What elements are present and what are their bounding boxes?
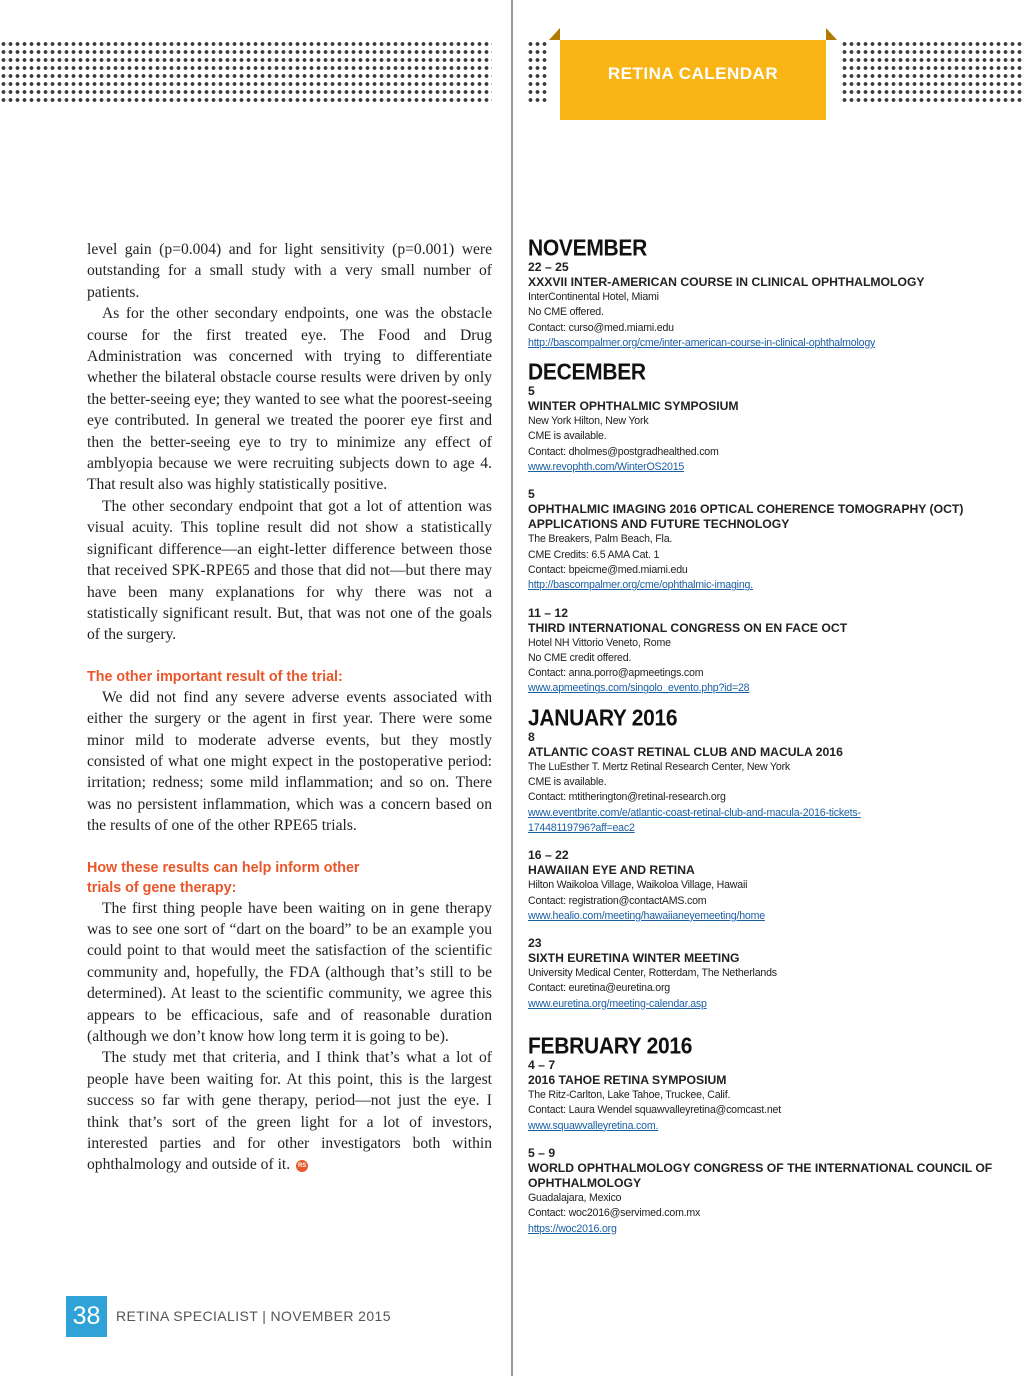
calendar-month-events: [528, 384, 1008, 697]
section-label: RETINA CALENDAR: [607, 64, 779, 83]
event-link[interactable]: www.revophth.com/WinterOS2015: [528, 461, 685, 474]
calendar-month-heading: NOVEMBER: [528, 236, 647, 261]
page-number: 38: [66, 1296, 107, 1337]
calendar-month-heading: JANUARY 2016: [528, 705, 678, 731]
event-date: 23: [528, 936, 542, 951]
event-detail: The Ritz-Carlton, Lake Tahoe, Truckee, Calif.: [528, 1089, 731, 1102]
event-date: 4 – 7: [528, 1058, 556, 1073]
event-detail: InterContinental Hotel, Miami: [528, 291, 659, 303]
section-tab: [560, 40, 826, 120]
event-title: SIXTH EURETINA WINTER MEETING: [528, 951, 740, 966]
event-detail: CME Credits: 6.5 AMA Cat. 1: [528, 548, 660, 561]
calendar-event: [528, 1146, 1008, 1237]
event-link[interactable]: https://woc2016.org: [528, 1222, 617, 1235]
event-date: 5 – 9: [528, 1145, 556, 1160]
column-divider: [511, 0, 513, 1376]
event-detail: New York Hilton, New York: [528, 415, 649, 428]
calendar-event: [528, 848, 1008, 924]
event-detail: Hotel NH Vittorio Veneto, Rome: [528, 636, 671, 649]
header-dot-pattern-left: [0, 40, 492, 104]
event-title: ATLANTIC COAST RETINAL CLUB AND MACULA 2016: [528, 744, 843, 759]
event-link[interactable]: www.apmeetings.com/singolo_evento.php?id=28: [528, 682, 750, 695]
event-title: XXXVII INTER-AMERICAN COURSE IN CLINICAL OPHTHALMOLOGY: [528, 275, 925, 289]
calendar-month-events: [528, 730, 1008, 1012]
article-subheading: [87, 837, 492, 898]
event-detail: Contact: curso@med.miami.edu: [528, 321, 674, 334]
event-link[interactable]: http://bascompalmer.org/cme/inter-american-course-in-clinical-ophthalmology: [528, 336, 876, 349]
header-dot-pattern-middle: [527, 40, 549, 104]
event-detail: Hilton Waikoloa Village, Waikoloa Village, Hawaii: [528, 879, 748, 892]
event-detail: No CME offered.: [528, 306, 604, 319]
event-detail: Contact: woc2016@servimed.com.mx: [528, 1207, 701, 1220]
event-detail: Contact: mtitherington@retinal-research.org: [528, 791, 726, 804]
subheading-line: How these results can help inform other: [87, 859, 360, 876]
tab-fold-left: [549, 28, 560, 40]
event-link[interactable]: www.euretina.org/meeting-calendar.asp: [528, 997, 707, 1010]
event-title: HAWAIIAN EYE AND RETINA: [528, 863, 695, 878]
calendar-event: [528, 487, 1008, 593]
calendar-event: [528, 730, 1008, 836]
event-detail: Contact: registration@contactAMS.com: [528, 894, 707, 907]
event-link[interactable]: http://bascompalmer.org/cme/ophthalmic-imaging.: [528, 579, 753, 592]
event-detail: Contact: euretina@euretina.org: [528, 982, 670, 995]
article-column: [87, 239, 492, 1176]
calendar-event: [528, 606, 1008, 697]
calendar-month-events: [528, 260, 1008, 351]
event-detail: No CME credit offered.: [528, 651, 632, 664]
article-paragraph: As for the other secondary endpoints, one was the obstacle course for the first treated eye. The Food and Drug Administration was concerned with trying to differentiate whether the bilateral obstacle course results were driven by only the better-seeing eye; they wanted to see what the poorest-seeing eye contributed. In general we treated the poorer eye first and then the better-seeing eye to try to minimize any effect of amblyopia because we were recruiting subjects down to age 4. That result also was highly statistically positive.: [87, 305, 492, 494]
event-date: 22 – 25: [528, 260, 569, 274]
subheading-line: trials of gene therapy:: [87, 879, 237, 896]
article-paragraph: We did not find any severe adverse events associated with either the surgery or the agent in first year. There were some minor mild to moderate adverse events, but they mostly consisted of what one might expect in the postoperative period: irritation; redness; some mild inflammation; and so on. There was no persistent inflammation, which was a concern based on the results of one of the other RPE65 trials.: [87, 688, 492, 835]
event-detail: Contact: anna.porro@apmeetings.com: [528, 667, 704, 680]
event-date: 16 – 22: [528, 848, 569, 863]
calendar-month-events: [528, 1058, 1008, 1237]
calendar-event: [528, 1058, 1008, 1134]
event-detail: Guadalajara, Mexico: [528, 1191, 622, 1204]
header-dot-pattern-right: [841, 40, 1024, 104]
end-mark-icon: RS: [296, 1160, 308, 1172]
publication-footer: RETINA SPECIALIST | NOVEMBER 2015: [116, 1308, 391, 1324]
article-paragraph: The other secondary endpoint that got a lot of attention was visual acuity. This topline result did not show a statistically significant difference—an eight-letter difference between those that received SPK-RPE65 and those that did not—but there may have been many explanations for why there was not a statistically significant result. But, that was not one of the goals of the surgery.: [87, 497, 492, 644]
event-detail: The Breakers, Palm Beach, Fla.: [528, 533, 673, 546]
event-title: WORLD OPHTHALMOLOGY CONGRESS OF THE INTERNATIONAL COUNCIL OF OPHTHALMOLOGY: [528, 1160, 993, 1190]
calendar-event: [528, 260, 1008, 351]
event-detail: CME is available.: [528, 430, 607, 443]
article-paragraph: The first thing people have been waiting on in gene therapy was to see one sort of “dart on the board” to be an example you could point to that would meet the satisfaction of the scientific community and, hopefully, the FDA (although that’s still to be determined). At least to the scientific community, we agree this appears to be efficacious, safe and of reasonable duration (although we don’t know how long term it is going to be).: [87, 899, 492, 1045]
event-link[interactable]: www.eventbrite.com/e/atlantic-coast-retinal-club-and-macula-2016-tickets-: [528, 806, 861, 819]
retina-calendar: [528, 236, 1008, 1237]
event-link[interactable]: www.squawvalleyretina.com.: [528, 1119, 659, 1132]
calendar-month-heading: FEBRUARY 2016: [528, 1034, 693, 1059]
tab-fold-right: [826, 28, 837, 40]
event-date: 5: [528, 384, 535, 399]
article-paragraph: [87, 1047, 492, 1175]
article-subheading: The other important result of the trial:: [87, 668, 343, 685]
event-detail: Contact: Laura Wendel squawvalleyretina@comcast.net: [528, 1104, 781, 1117]
calendar-event: [528, 384, 1008, 475]
event-date: 8: [528, 729, 535, 744]
event-detail: Contact: bpeicme@med.miami.edu: [528, 563, 688, 576]
event-title: THIRD INTERNATIONAL CONGRESS ON EN FACE OCT: [528, 620, 848, 635]
event-detail: CME is available.: [528, 776, 607, 789]
event-title: WINTER OPHTHALMIC SYMPOSIUM: [528, 399, 739, 414]
calendar-month-heading: DECEMBER: [528, 360, 646, 386]
event-link[interactable]: www.healio.com/meeting/hawaiianeyemeeting/home: [528, 909, 765, 922]
event-detail: University Medical Center, Rotterdam, The Netherlands: [528, 967, 777, 980]
event-link[interactable]: 17448119796?aff=eac2: [528, 821, 635, 834]
event-date: 5: [528, 487, 535, 502]
article-paragraph: level gain (p=0.004) and for light sensitivity (p=0.001) were outstanding for a small study with a very small number of patients.: [87, 241, 492, 301]
event-date: 11 – 12: [528, 605, 568, 620]
event-title: 2016 TAHOE RETINA SYMPOSIUM: [528, 1073, 727, 1088]
event-detail: Contact: dholmes@postgradhealthed.com: [528, 445, 719, 458]
calendar-event: [528, 936, 1008, 1012]
event-detail: The LuEsther T. Mertz Retinal Research Center, New York: [528, 760, 791, 773]
article-paragraph-text: The study met that criteria, and I think that’s what a lot of people have been waiting for. At this point, this is the largest success so far with gene therapy, period—not just the eye. I think that’s sort of the green light for a lot of investors, interested parties and for other investigators both within ophthalmology and outside of it.: [87, 1049, 492, 1174]
event-title: OPHTHALMIC IMAGING 2016 OPTICAL COHERENCE TOMOGRAPHY (OCT) APPLICATIONS AND FUTURE TECHNOLOGY: [528, 502, 964, 532]
